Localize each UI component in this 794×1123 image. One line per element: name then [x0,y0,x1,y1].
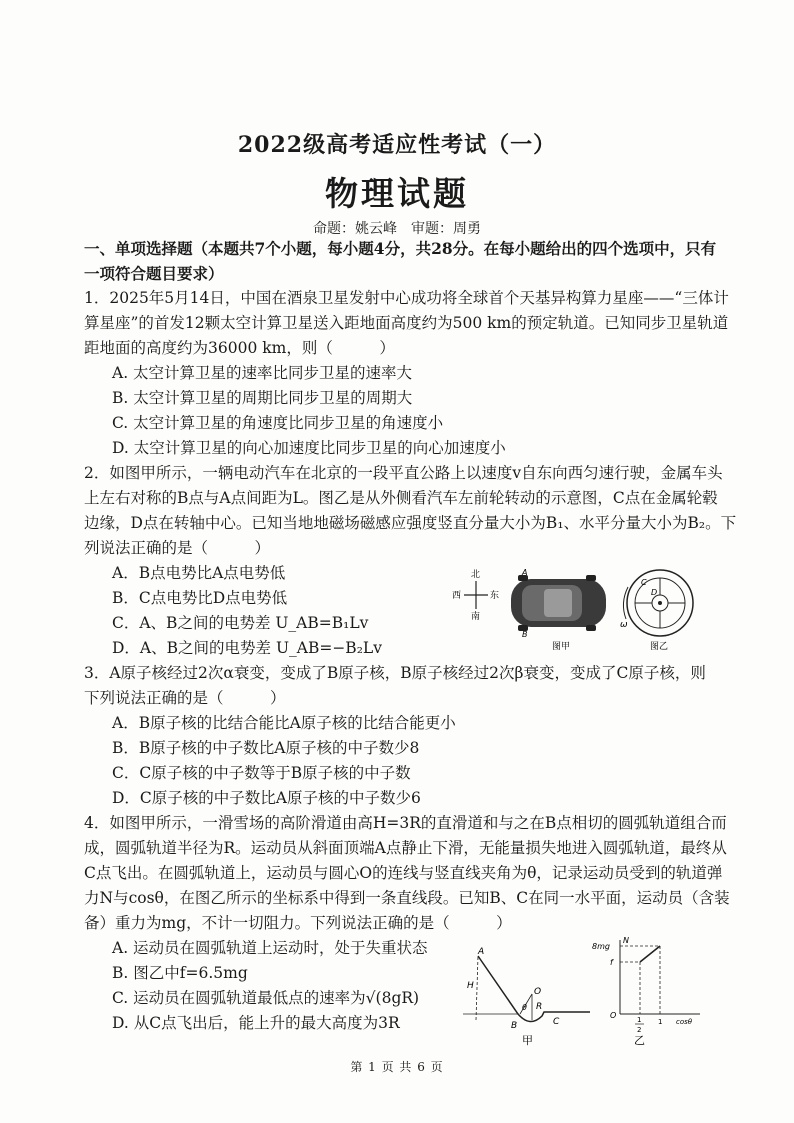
wheel-label-c: C [641,578,647,587]
graph-label-8mg: 8mg [592,942,610,951]
graph-x-label: cosθ [676,1018,693,1026]
q2-option-d: D．A、B之间的电势差 U_AB=−B₂Lv [112,639,382,657]
question-1 [84,286,728,461]
graph-origin: O [610,1011,617,1020]
q1-option-c: C. 太空计算卫星的角速度比同步卫星的角速度小 [112,414,444,432]
q3-option-d: D．C原子核的中子数比A原子核的中子数少6 [112,789,421,807]
q1-option-b: B. 太空计算卫星的周期比同步卫星的周期大 [112,389,413,407]
caption-yi: 图乙 [650,642,669,652]
exam-title: 2022级高考适应性考试（一） [237,132,557,158]
q2-stem-line: 边缘，D点在转轴中心。已知当地地磁场磁感应强度竖直分量大小为B₁、水平分量大小为B₂。下 [84,514,737,532]
q4-stem-line: 成，圆弧轨道半径为R。运动员从斜面顶端A点静止下滑，无能量损失地进入圆弧轨道，最终从 [84,839,727,857]
track-label-o: O [534,987,542,997]
car-label-b: B [522,630,528,639]
q1-stem-line: 算星座”的首发12颗太空计算卫星送入距地面高度约为500 km的预定轨道。已知同步卫星轨道 [84,314,729,332]
car-label-a: A [522,568,528,577]
section1-heading-line: 一、单项选择题（本题共7个小题，每小题4分，共28分。在每小题给出的四个选项中，只有 [84,239,717,258]
q2-stem-line: 上左右对称的B点与A点间距为L。图乙是从外侧看汽车左前轮转动的示意图，C点在金属轮毂 [84,489,718,507]
caption-jia: 图甲 [552,642,571,652]
track-label-theta: θ [522,1003,527,1012]
q4-stem-line: 备）重力为mg，不计一切阻力。下列说法正确的是（ ） [84,914,512,932]
track-label-a: A [478,947,485,957]
page-footer: 第 1 页 共 6 页 [350,1060,444,1074]
subject-title: 物理试题 [325,174,469,213]
graph-caption-yi: 乙 [634,1034,645,1047]
q3-stem-line: 3．A原子核经过2次α衰变，变成了B原子核，B原子核经过2次β衰变，变成了C原子核，则 [84,664,706,682]
q1-option-d: D. 太空计算卫星的向心加速度比同步卫星的向心加速度小 [112,439,506,457]
q1-stem-line: 距地面的高度约为36000 km，则（ ） [84,339,395,357]
q4-option-a: A. 运动员在圆弧轨道上运动时，处于失重状态 [112,939,428,957]
q3-option-a: A．B原子核的比结合能比A原子核的比结合能更小 [112,714,456,732]
wheel-label-omega: ω [620,620,628,630]
q4-option-c: C. 运动员在圆弧轨道最低点的速率为√(8gR) [112,989,420,1007]
wheel-figure [620,570,693,652]
graph-tick-one: 1 [658,1018,663,1026]
section1-heading-line: 一项符合题目要求） [84,264,224,283]
graph-label-n: N [623,936,629,945]
q2-option-a: A．B点电势比A点电势低 [112,564,286,582]
q2-stem-line: 列说法正确的是（ ） [84,539,271,557]
compass-west: 西 [452,591,462,601]
q4-stem-line: 力N与cosθ，在图乙所示的坐标系中得到一条直线段。已知B、C在同一水平面，运动员（含装 [84,889,730,907]
car-top-view [511,568,606,652]
q4-stem-line: 4．如图甲所示，一滑雪场的高阶滑道由高H=3R的直滑道和与之在B点相切的圆弧轨道组合而 [84,814,727,832]
authors-line: 命题：姚云峰 审题：周勇 [313,221,481,237]
graph-tick-half-num: 1 [637,1016,642,1024]
q4-track-figure [458,936,598,1048]
track-label-r: R [536,1002,543,1012]
q2-stem-line: 2．如图甲所示，一辆电动汽车在北京的一段平直公路上以速度v自东向西匀速行驶，金属车头 [84,464,723,482]
q4-option-d: D. 从C点飞出后，能上升的最大高度为3R [112,1014,400,1032]
compass-north: 北 [471,570,481,580]
q1-stem-line: 1．2025年5月14日，中国在酒泉卫星发射中心成功将全球首个天基异构算力星座——“三体计 [84,289,729,307]
graph-label-f: f [610,958,613,967]
track-label-h: H [467,981,474,991]
q1-option-a: A. 太空计算卫星的速率比同步卫星的速率大 [112,364,413,382]
q2-option-b: B．C点电势比D点电势低 [112,589,288,607]
graph-tick-half-den: 2 [637,1026,642,1034]
track-label-b: B [511,1021,518,1031]
compass-south: 南 [471,612,481,622]
question-3 [84,661,728,811]
q2-figure [448,565,698,653]
track-label-c: C [553,1017,560,1027]
compass-icon [452,568,499,622]
compass-east: 东 [490,591,500,601]
section1-heading [84,236,728,286]
q4-option-b: B. 图乙中f=6.5mg [112,964,248,982]
q3-option-c: C．C原子核的中子数等于B原子核的中子数 [112,764,411,782]
q3-option-b: B．B原子核的中子数比A原子核的中子数少8 [112,739,420,757]
q4-graph-figure [590,934,708,1048]
q2-option-c: C．A、B之间的电势差 U_AB=B₁Lv [112,614,369,632]
wheel-label-d: D [651,588,658,597]
q3-stem-line: 下列说法正确的是（ ） [84,689,286,707]
track-caption-jia: 甲 [522,1034,533,1047]
q4-stem-line: C点飞出。在圆弧轨道上，运动员与圆心O的连线与竖直线夹角为θ，记录运动员受到的轨道弹 [84,864,723,882]
